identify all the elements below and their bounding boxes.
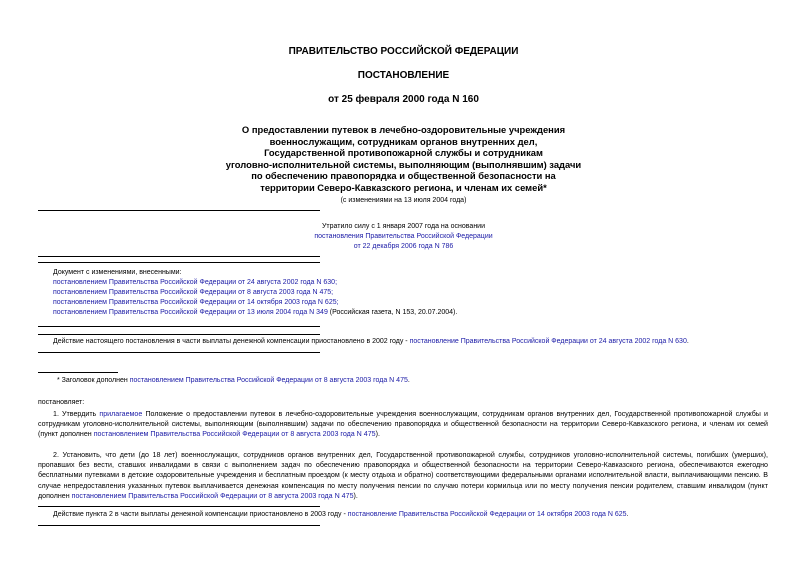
amendment-link[interactable]: постановлением Правительства Российской Федерации от 24 августа 2002 года N 630; <box>53 279 338 286</box>
divider <box>38 506 320 507</box>
title-line: О предоставлении путевок в лечебно-оздоровительные учреждения <box>241 124 566 135</box>
title-line: военнослужащим, сотрудникам органов внутренних дел, <box>269 135 538 147</box>
paragraph-1 <box>38 409 768 440</box>
divider <box>38 262 320 263</box>
amendments-block <box>53 268 793 318</box>
expired-link[interactable]: постановления Правительства Российской Федерации <box>314 233 493 240</box>
suspension2-text: Действие пункта 2 в части выплаты денежной компенсации приостановлено в 2003 году - <box>53 511 348 518</box>
suspension-text: Действие настоящего постановления в части выплаты денежной компенсации приостановлено в 2002 году - <box>53 338 410 345</box>
p1-start: 1. Утвердить <box>53 410 100 418</box>
title-line: территории Северо-Кавказского региона, и членам их семей* <box>260 181 547 193</box>
p2-amendment-link[interactable]: постановлением Правительства Российской Федерации от 8 августа 2003 года N 475 <box>71 491 354 500</box>
divider <box>38 334 320 335</box>
document-date: от 25 февраля 2000 года N 160 <box>328 94 479 105</box>
document-title <box>0 124 807 194</box>
document-type: ПОСТАНОВЛЕНИЕ <box>357 70 450 81</box>
amendments-intro: Документ с изменениями, внесенными: <box>53 269 182 276</box>
title-line: уголовно-исполнительной системы, выполняющим (выполнявшим) задачи <box>225 158 582 170</box>
p1-end: ). <box>375 430 380 439</box>
expired-text: Утратило силу с 1 января 2007 года на основании <box>321 223 486 230</box>
paragraph-2 <box>38 450 768 501</box>
p1-annex-link[interactable]: прилагаемое <box>99 410 143 418</box>
p1-body: Положение о предоставлении путевок в лечебно-оздоровительные учреждения военнослужащим, сотрудникам органов внутренних дел, Государственной противопожарной службы и сотрудникам уголовно-исполнительной системы, выполняющим (выполнявшим) задачи по обеспечению правопорядка и общественной безопасности на территории Северо-Кавказского региона, и членам их семей (пункт дополнен <box>38 410 768 439</box>
title-line: Государственной противопожарной службы и сотрудникам <box>264 147 543 159</box>
divider <box>38 210 320 211</box>
p1-amendment-link[interactable]: постановлением Правительства Российской Федерации от 8 августа 2003 года N 475 <box>93 430 376 439</box>
amendment-source: (Российская газета, N 153, 20.07.2004). <box>327 309 458 316</box>
footnote-text: * Заголовок дополнен <box>57 377 130 384</box>
divider <box>38 352 320 353</box>
resolves-text: постановляет: <box>38 399 85 406</box>
suspension2-link[interactable]: постановление Правительства Российской Федерации от 14 октября 2003 года N 625 <box>347 511 627 518</box>
suspension2-end: . <box>626 511 629 518</box>
suspension-link[interactable]: постановление Правительства Российской Федерации от 24 августа 2002 года N 630 <box>409 338 687 345</box>
footnote <box>57 376 797 386</box>
expired-notice <box>0 222 807 252</box>
footnote-divider <box>38 372 118 373</box>
divider <box>38 326 320 327</box>
title-line: по обеспечению правопорядка и общественной безопасности на <box>251 170 556 182</box>
expired-link-date[interactable]: от 22 декабря 2006 года N 786 <box>353 243 454 250</box>
footnote-link[interactable]: постановлением Правительства Российской Федерации от 8 августа 2003 года N 475 <box>129 377 408 384</box>
amendment-link[interactable]: постановлением Правительства Российской Федерации от 13 июля 2004 года N 349 <box>53 309 328 316</box>
p2-end: ). <box>353 491 358 500</box>
suspension-notice <box>53 337 793 347</box>
changes-note: (с изменениями на 13 июля 2004 года) <box>340 197 467 204</box>
suspension-notice-2 <box>53 510 793 520</box>
amendment-link[interactable]: постановлением Правительства Российской Федерации от 14 октября 2003 года N 625; <box>53 299 339 306</box>
divider <box>38 256 320 257</box>
divider <box>38 525 320 526</box>
amendment-link[interactable]: постановлением Правительства Российской Федерации от 8 августа 2003 года N 475; <box>53 289 334 296</box>
suspension-end: . <box>686 338 689 345</box>
p2-body: 2. Установить, что дети (до 18 лет) военнослужащих, сотрудников органов внутренних дел, Государственной противопожарной службы, сотрудников уголовно-исполнительной системы, погибших (умерших), пропавших без вести, ставших инвалидами в связи с выполнением задач по обеспечению правопорядка и общественной безопасности на территории Северо-Кавказского региона, обеспечиваются ежегодно бесплатными путевками в детские оздоровительные учреждения и бесплатным проездом (к месту отдыха и обратно) соответствующими федеральными органами исполнительной власти, выплачивающими пенсию. В случае непредоставления указанных путевок выплачивается денежная компенсация по месту получения пенсии по случаю потери кормильца или по месту получения пенсии родителем, ставшим инвалидом (пункт дополнен <box>38 451 768 500</box>
government-heading: ПРАВИТЕЛЬСТВО РОССИЙСКОЙ ФЕДЕРАЦИИ <box>288 46 519 57</box>
footnote-end: . <box>407 377 410 384</box>
